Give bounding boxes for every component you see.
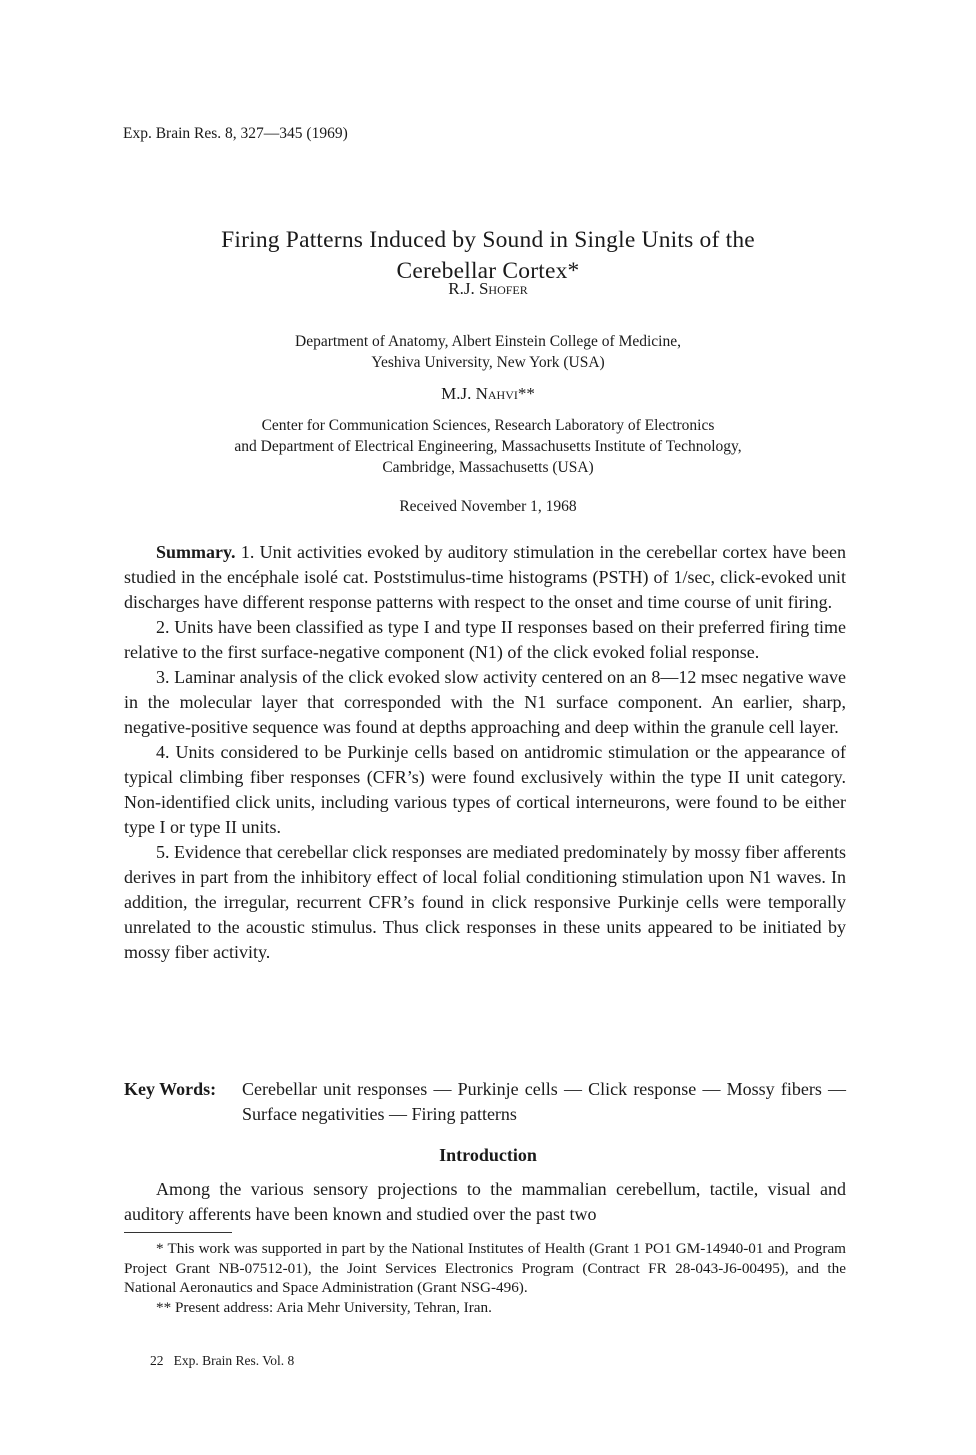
author-1-initials: R.J. [448,279,479,298]
affiliation-line: Yeshiva University, New York (USA) [371,354,605,371]
footnotes [124,1239,846,1317]
summary-item-3: 3. Laminar analysis of the click evoked slow activity centered on an 8—12 msec negative wave in the molecular layer that corresponded with the N1 surface component. An earlier, sharp, negative-positive sequence was found at depths approaching and deep within the granule cell layer. [124,667,846,737]
title-line-2: Cerebellar Cortex* [396,258,580,284]
introduction-body [124,1177,846,1227]
summary-label: Summary. [156,542,236,562]
author-1-surname: Shofer [478,279,528,298]
introduction-heading: Introduction [439,1145,537,1165]
summary-item-4: 4. Units considered to be Purkinje cells based on antidromic stimulation or the appearance of typical climbing fiber responses (CFR’s) were found exclusively within the type II unit category. Non-identified click units, including various types of cortical interneurons, were found to be either type I or type II units. [124,742,846,837]
affiliation-line: and Department of Electrical Engineering, Massachusetts Institute of Technology, [234,438,742,455]
page-footer: 22 Exp. Brain Res. Vol. 8 [150,1353,295,1368]
received-date: Received November 1, 1968 [399,498,577,515]
author-2-initials: M.J. [441,384,476,403]
author-2-footnote-mark: ** [517,384,535,403]
affiliation-line: Center for Communication Sciences, Research Laboratory of Electronics [261,417,715,434]
summary-section [124,540,846,965]
key-words-text: Cerebellar unit responses — Purkinje cells — Click response — Mossy fibers — Surface negativities — Firing patterns [242,1079,846,1124]
summary-item-1 [124,540,846,615]
key-words [124,1077,846,1127]
journal-reference: Exp. Brain Res. 8, 327—345 (1969) [123,125,348,142]
author-1 [0,279,976,299]
affiliation-line: Cambridge, Massachusetts (USA) [382,459,594,476]
summary-item-text: 1. Unit activities evoked by auditory stimulation in the cerebellar cortex have been studied in the encéphale isolé cat. Poststimulus-time histograms (PSTH) of 1/sec, click-evoked unit discharges have different response patterns with respect to the onset and time course of unit firing. [124,542,846,612]
author-2 [0,384,976,404]
footnote-2: ** Present address: Aria Mehr University, Tehran, Iran. [156,1298,492,1316]
title-line-1: Firing Patterns Induced by Sound in Single Units of the [221,227,755,253]
author-1-affiliation [0,331,976,373]
summary-item-2: 2. Units have been classified as type I and type II responses based on their preferred firing time relative to the first surface-negative component (N1) of the click evoked folial response. [124,617,846,662]
summary-item-5: 5. Evidence that cerebellar click responses are mediated predominately by mossy fiber afferents derives in part from the inhibitory effect of local folial conditioning stimulation upon N1 waves. In addition, the irregular, recurrent CFR’s found in click responsive Purkinje cells were temporally unrelated to the acoustic stimulus. Thus click responses in these units appeared to be initiated by mossy fiber activity. [124,842,846,962]
paper-title [0,225,976,287]
introduction-paragraph: Among the various sensory projections to the mammalian cerebellum, tactile, visual and auditory afferents have been known and studied over the past two [124,1179,846,1224]
footnote-divider [124,1232,232,1233]
footnote-1: * This work was supported in part by the National Institutes of Health (Grant 1 PO1 GM-14940-01 and Program Project Grant NB-07512-01), the Joint Services Electronics Program (Contract FR 28-043-J6-00495), and the National Aeronautics and Space Administration (Grant NSG-496). [124,1240,846,1296]
author-2-affiliation [0,415,976,478]
affiliation-line: Department of Anatomy, Albert Einstein College of Medicine, [295,333,681,350]
author-2-surname: Nahvi [475,384,518,403]
key-words-label: Key Words: [124,1079,217,1099]
